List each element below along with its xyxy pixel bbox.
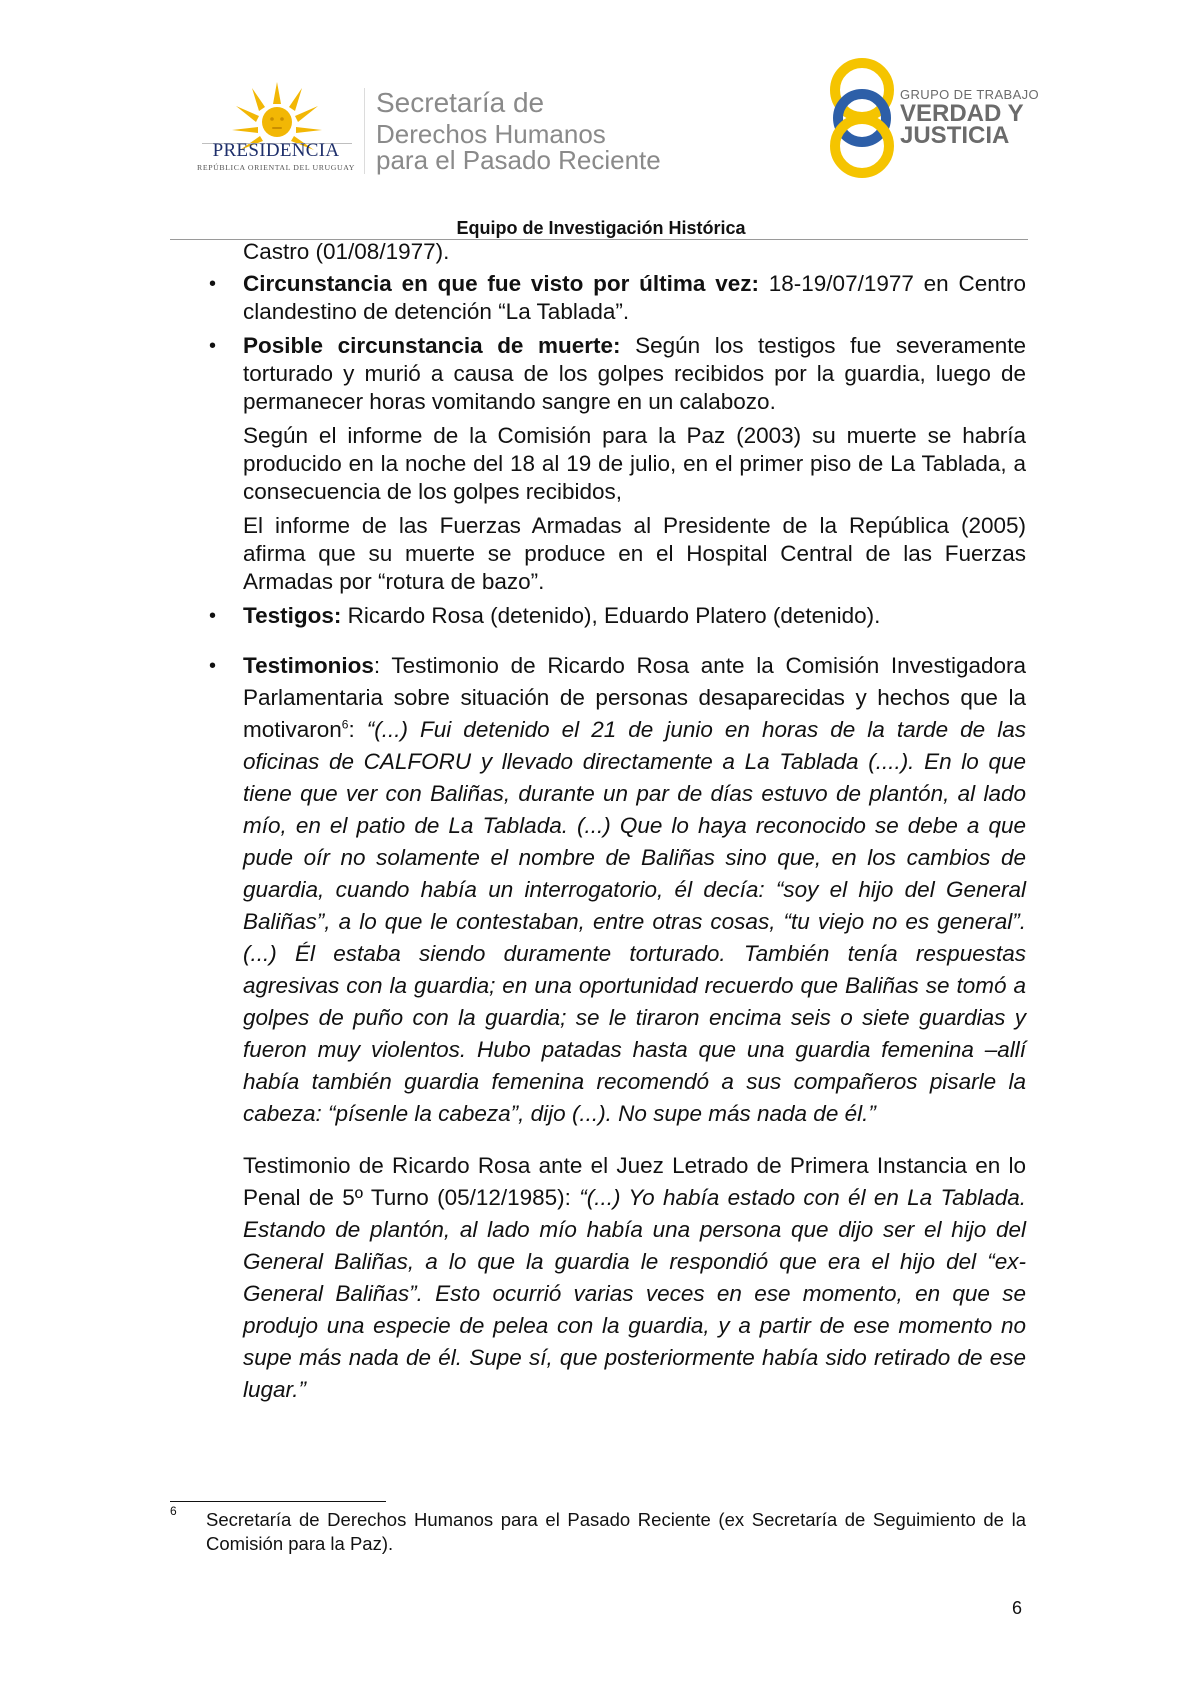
secretaria-title-line2: Derechos Humanos xyxy=(376,119,606,149)
item-text: Según los testigos fue severamente torturado y murió a causa de los golpes recibidos por la guardia, luego de permanecer horas vomitando sangre en un calabozo. xyxy=(243,333,1027,414)
secretaria-title-line3: para el Pasado Reciente xyxy=(376,145,661,175)
continuation-line: Castro (01/08/1977). xyxy=(243,239,450,264)
testimonio-quote-1: “(...) Fui detenido el 21 de junio en horas de la tarde de las oficinas de CALFORU y llevado directamente a La Tablada (....). En lo que tiene que ver con Baliñas, durante un par de días estuvo de plantón, al lado mío, en el patio de La Tablada. (...) Que lo haya reconocido se debe a que pude oír no solamente el nombre de Baliñas sino que, en los cambios de guardia, cuando había un interrogatorio, él decía: “soy el hijo del General Baliñas”, a lo que le contestaban, entre otras cosas, “tu viejo no es general”. (...) Él estaba siendo duramente torturado. También tenía respuestas agresivas con la guardia; en una oportunidad recuerdo que Baliñas se tomó a golpes de puño con la guardia; se le tiraron encima seis o siete guardias y fueron muy violentos. Hubo patadas hasta que una guardia femenina –allí había también guardia femenina recomendó a sus compañeros pisarle la cabeza: “písenle la cabeza”, dijo (...). No supe más nada de él.” xyxy=(243,717,1026,1126)
header-divider xyxy=(364,88,365,174)
page-number: 6 xyxy=(1012,1598,1023,1618)
presidencia-name: PRESIDENCIA xyxy=(212,140,340,161)
item-text: 18-19/07/1977 en Centro clandestino de detención “La Tablada”. xyxy=(243,271,1026,324)
page-header xyxy=(0,0,1190,260)
bullet-dot: • xyxy=(209,335,217,357)
item-text: Ricardo Rosa (detenido), Eduardo Platero (detenido). xyxy=(341,603,881,628)
item-label: Testimonios xyxy=(243,653,374,678)
paragraph-fuerzas: El informe de las Fuerzas Armadas al Presidente de la República (2005) afirma que su muerte se produce en el Hospital Central de las Fuerzas Armadas por “rotura de bazo”. xyxy=(243,513,1026,594)
testimonio-2-intro: Testimonio de Ricardo Rosa ante el Juez Letrado de Primera Instancia en lo Penal de 5º Turno (05/12/1985): xyxy=(243,1153,1026,1210)
item-label: Circunstancia en que fue visto por última vez: xyxy=(243,271,759,296)
footnote-rule xyxy=(170,1501,386,1502)
item-label: Testigos: xyxy=(243,603,342,628)
testimonio-quote-2: “(...) Yo había estado con él en La Tablada. Estando de plantón, al lado mío había una persona que dijo ser el hijo del General Baliñas, a lo que la guardia le respondió que era el hijo del “ex-General Baliñas”. Esto ocurrió varias veces en ese momento, en que se produjo una especie de pelea con la guardia, y a partir de ese momento no supe más nada de él. Supe sí, que posteriormente había sido retirado de ese lugar.” xyxy=(243,1185,1026,1402)
secretaria-title-line1: Secretaría de xyxy=(376,87,545,118)
paragraph-comision: Según el informe de la Comisión para la Paz (2003) su muerte se habría producido en la noche del 18 al 19 de julio, en el primer piso de La Tablada, a consecuencia de los golpes recibidos, xyxy=(243,423,1026,504)
testimonios-colon: : xyxy=(348,717,367,742)
bullet-dot: • xyxy=(209,273,217,295)
footnote-text: Secretaría de Derechos Humanos para el Pasado Reciente (ex Secretaría de Seguimiento de la Comisión para la Paz). xyxy=(206,1509,1026,1554)
footnote-reference[interactable]: 6 xyxy=(341,717,349,732)
grupo-title-line2: JUSTICIA xyxy=(900,122,1010,149)
footnote-number: 6 xyxy=(170,1504,177,1518)
list-item-ultima-vez xyxy=(209,270,1026,326)
list-item-muerte xyxy=(209,332,1027,416)
bullet-dot: • xyxy=(209,655,217,677)
paragraph-testimonio-2 xyxy=(243,1150,1026,1406)
list-item-testimonios xyxy=(209,650,1026,1130)
presidencia-subtitle: REPÚBLICA ORIENTAL DEL URUGUAY xyxy=(197,163,355,172)
testimonios-intro: : Testimonio de Ricardo Rosa ante la Comisión Investigadora Parlamentaria sobre situación de personas desaparecidas y hechos que la motivaron xyxy=(243,653,1026,742)
item-label: Posible circunstancia de muerte: xyxy=(243,333,621,358)
bullet-dot: • xyxy=(209,605,217,627)
grupo-title-line1: VERDAD Y xyxy=(900,100,1024,127)
team-title: Equipo de Investigación Histórica xyxy=(456,218,746,238)
grupo-label: GRUPO DE TRABAJO xyxy=(900,87,1040,102)
list-item-testigos xyxy=(209,602,1026,630)
page-content xyxy=(209,238,1027,1406)
